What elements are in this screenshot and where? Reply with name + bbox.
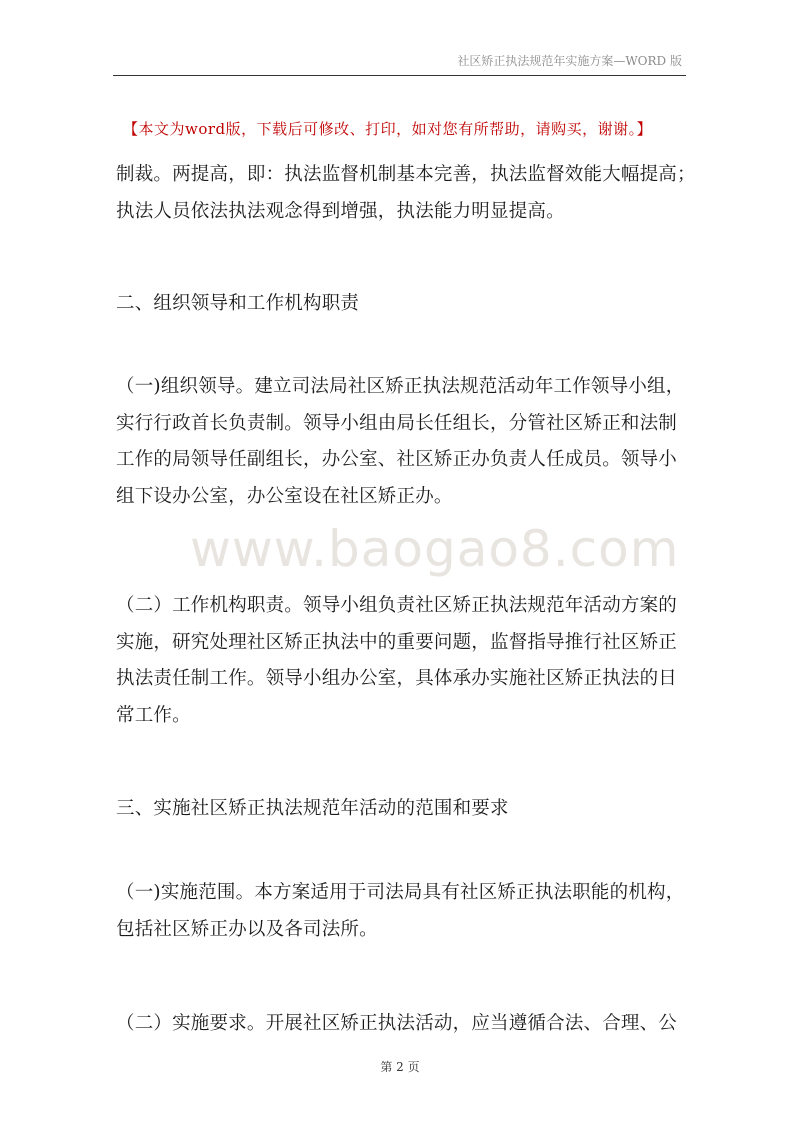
- text-line: 包括社区矫正办以及各司法所。: [116, 918, 378, 940]
- text-line: 组下设办公室，办公室设在社区矫正办。: [116, 485, 453, 507]
- text-line: （二）实施要求。开展社区矫正执法活动，应当遵循合法、合理、公: [116, 1013, 678, 1034]
- paragraph-goals: [116, 157, 696, 230]
- watermark: www.baogao8.com: [190, 520, 680, 578]
- section-heading-3: [116, 791, 686, 828]
- text-line: 实施，研究处理社区矫正执法中的重要问题，监督指导推行社区矫正: [116, 631, 678, 653]
- paragraph-organization: [116, 369, 686, 515]
- text-line: （一)组织领导。建立司法局社区矫正执法规范活动年工作领导小组，: [116, 376, 685, 397]
- text-line: （二）工作机构职责。领导小组负责社区矫正执法规范年活动方案的: [116, 595, 678, 616]
- purchase-notice: 【本文为word版，下载后可修改、打印，如对您有所帮助，请购买，谢谢。】: [123, 120, 653, 138]
- section-heading-2: [116, 286, 686, 323]
- header-divider: [113, 75, 686, 76]
- text-line: 工作的局领导任副组长，办公室、社区矫正办负责人任成员。领导小: [116, 449, 678, 470]
- page-number: 第 2 页: [380, 1060, 420, 1074]
- text-line: 执法人员依法执法观念得到增强，执法能力明显提高。: [116, 200, 565, 222]
- text-line: 执法责任制工作。领导小组办公室，具体承办实施社区矫正执法的日: [116, 668, 678, 689]
- text-line: 实行行政首长负责制。领导小组由局长任组长，分管社区矫正和法制: [116, 412, 678, 434]
- text-line: 制裁。两提高，即：执法监督机制基本完善，执法监督效能大幅提高；: [116, 164, 696, 185]
- paragraph-scope: [116, 875, 686, 948]
- running-header: 社区矫正执法规范年实施方案—WORD 版: [457, 54, 682, 68]
- heading-line: 二、组织领导和工作机构职责: [116, 293, 360, 314]
- heading-line: 三、实施社区矫正执法规范年活动的范围和要求: [116, 798, 509, 819]
- paragraph-duties: [116, 588, 686, 734]
- paragraph-requirements: [116, 1006, 686, 1043]
- text-line: 常工作。: [116, 704, 191, 726]
- text-line: （一)实施范围。本方案适用于司法局具有社区矫正执法职能的机构，: [116, 882, 685, 903]
